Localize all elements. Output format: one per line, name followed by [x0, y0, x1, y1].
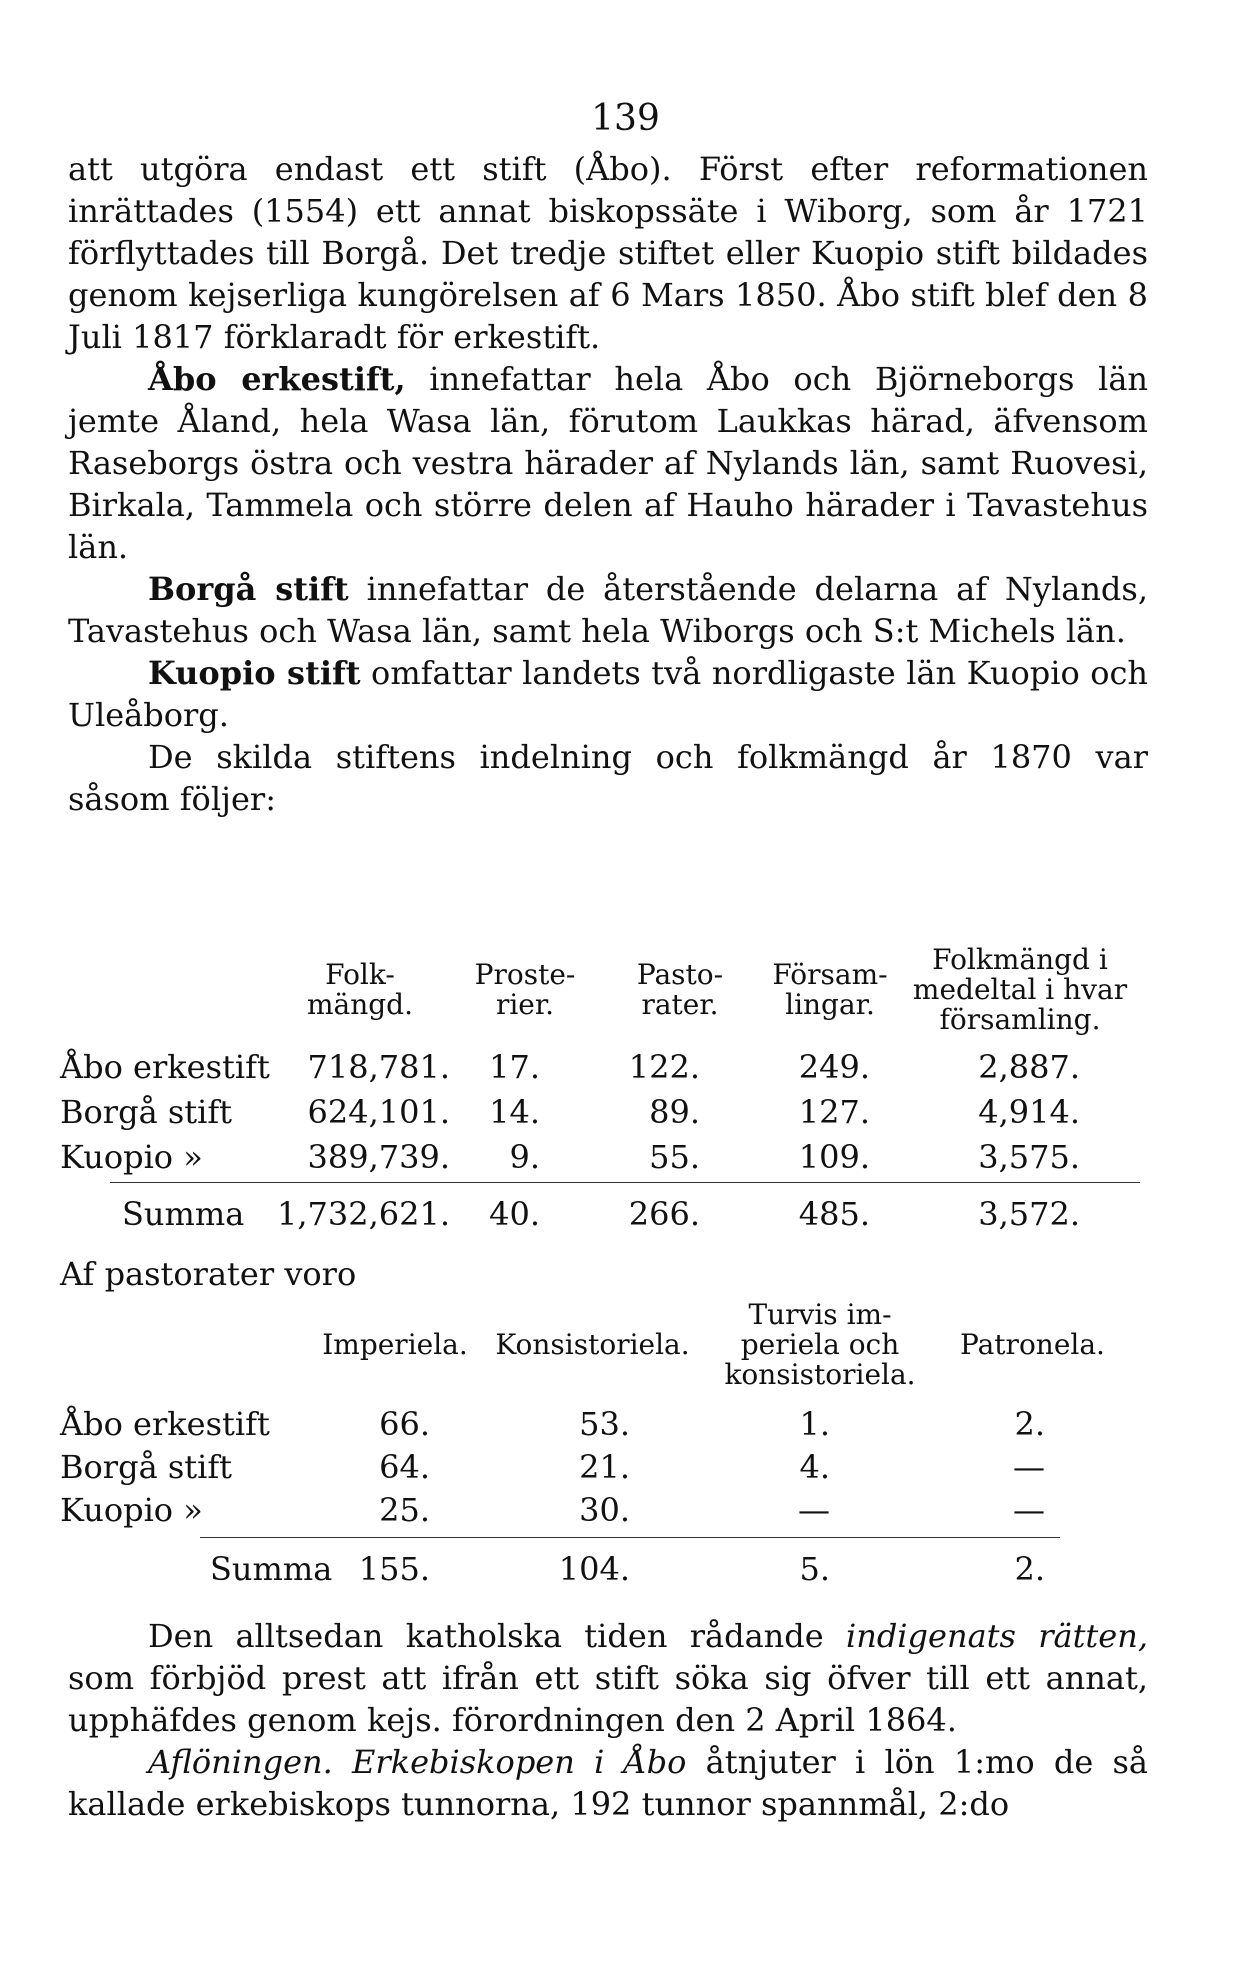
cell-kons: 30.	[579, 1491, 630, 1529]
col-header-turvis-line3: konsistoriela.	[724, 1358, 916, 1391]
row-name: Åbo erkestift	[60, 1405, 270, 1443]
paragraph-1: att utgöra endast ett stift (Åbo). Först efter reformationen inrättades (1554) ett annat biskopssäte i Wiborg, som år 1721 förflyttades till Borgå. Det tredje stiftet eller Kuopio stift bildades genom kejserliga kungörelsen af 6 Mars 1850. Åbo stift blef den 8 Juli 1817 förklaradt för erkestift.	[68, 150, 1148, 356]
col-header-past-line1: Pasto-	[636, 958, 724, 991]
col-header-med-line2: medeltal i hvar	[912, 973, 1128, 1006]
cell-imp: 64.	[379, 1448, 430, 1486]
sum-patr: 2.	[1014, 1550, 1045, 1588]
sum-fors: 485.	[798, 1195, 870, 1233]
col-header-medeltal	[910, 945, 1130, 1035]
col-header-fors-line2: lingar.	[785, 988, 875, 1021]
paragraph-indigenat-b: som förbjöd prest att ifrån ett stift söka sig öfver till ett annat, upphäfdes genom kejs. förordningen den 2 April 1864.	[68, 1659, 1148, 1739]
paragraph-borga-body: innefattar de återstående delarna af Nylands, Tavastehus och Wasa län, samt hela Wiborgs och S:t Michels län.	[68, 570, 1148, 650]
cell-prost: 9.	[509, 1138, 540, 1176]
cell-fors: 127.	[798, 1093, 870, 1131]
sum-imp: 155.	[358, 1550, 430, 1588]
term-indigenats-ratten: indigenats rätten,	[845, 1617, 1149, 1655]
cell-turv: 4.	[799, 1448, 830, 1486]
row-name: Åbo erkestift	[60, 1048, 270, 1086]
cell-folk: 389,739.	[307, 1138, 450, 1176]
cell-med: 3,575.	[978, 1138, 1080, 1176]
paragraph-afloningen	[68, 1741, 1148, 1825]
paragraph-table-intro: De skilda stiftens indelning och folkmängd år 1870 var såsom följer:	[68, 738, 1148, 818]
cell-fors: 109.	[798, 1138, 870, 1176]
col-header-med-line3: församling.	[939, 1003, 1101, 1036]
cell-past: 55.	[649, 1138, 700, 1176]
cell-folk: 718,781.	[307, 1048, 450, 1086]
col-header-turvis	[710, 1300, 930, 1390]
body-text-bottom	[68, 1615, 1148, 1825]
cell-fors: 249.	[798, 1048, 870, 1086]
page-number: 139	[591, 98, 660, 139]
col-header-patronela: Patronela.	[960, 1328, 1105, 1361]
sum-med: 3,572.	[978, 1195, 1080, 1233]
col-header-folk-line2: mängd.	[306, 988, 414, 1021]
cell-kons: 53.	[579, 1405, 630, 1443]
cell-past: 122.	[628, 1048, 700, 1086]
col-header-folk	[295, 960, 425, 1020]
sum-folk: 1,732,621.	[276, 1195, 450, 1233]
paragraph-abo-body: innefattar hela Åbo och Björneborgs län jemte Åland, hela Wasa län, förutom Laukkas härad, äfvensom Raseborgs östra och vestra härader af Nylands län, samt Ruovesi, Birkala, Tammela och större delen af Hauho härader i Tavastehus län.	[68, 360, 1149, 566]
cell-prost: 14.	[489, 1093, 540, 1131]
col-header-past-line2: rater.	[641, 988, 719, 1021]
col-header-fors-line1: Försam-	[772, 958, 888, 991]
sum-kons: 104.	[558, 1550, 630, 1588]
sum-label: Summa	[210, 1550, 333, 1588]
paragraph-kuopio-body: omfattar landets två nordligaste län Kuopio och Uleåborg.	[68, 654, 1149, 734]
cell-prost: 17.	[489, 1048, 540, 1086]
cell-patr: 2.	[1014, 1405, 1045, 1443]
cell-folk: 624,101.	[307, 1093, 450, 1131]
col-header-forsamlingar	[760, 960, 900, 1020]
table2-intro: Af pastorater voro	[60, 1255, 357, 1293]
cell-turv: —	[798, 1491, 830, 1529]
body-text-top	[68, 148, 1148, 820]
col-header-prost-line1: Proste-	[474, 958, 576, 991]
cell-med: 2,887.	[978, 1048, 1080, 1086]
cell-patr: —	[1013, 1448, 1045, 1486]
col-header-imperiela: Imperiela.	[322, 1328, 468, 1361]
paragraph-borga	[68, 568, 1148, 652]
sum-prost: 40.	[489, 1195, 540, 1233]
col-header-prost-line2: rier.	[495, 988, 555, 1021]
cell-turv: 1.	[799, 1405, 830, 1443]
col-header-prosterier	[460, 960, 590, 1020]
row-name: Borgå stift	[60, 1093, 233, 1131]
cell-imp: 66.	[379, 1405, 430, 1443]
sum-label: Summa	[122, 1195, 245, 1233]
sum-rule	[110, 1182, 1140, 1183]
sum-rule	[200, 1537, 1060, 1538]
col-header-konsistoriela: Konsistoriela.	[495, 1328, 690, 1361]
sum-turv: 5.	[799, 1550, 830, 1588]
col-header-pastorater	[615, 960, 745, 1020]
cell-imp: 25.	[379, 1491, 430, 1529]
col-header-turvis-line1: Turvis im-	[748, 1298, 892, 1331]
cell-patr: —	[1013, 1491, 1045, 1529]
col-header-turvis-line2: periela och	[740, 1328, 900, 1361]
sum-past: 266.	[628, 1195, 700, 1233]
heading-borga-stift: Borgå stift	[148, 570, 349, 608]
paragraph-abo	[68, 358, 1148, 568]
row-name: Kuopio »	[60, 1491, 203, 1529]
cell-kons: 21.	[579, 1448, 630, 1486]
col-header-folk-line1: Folk-	[325, 958, 395, 991]
paragraph-indigenat-a: Den alltsedan katholska tiden rådande	[148, 1617, 846, 1655]
cell-past: 89.	[649, 1093, 700, 1131]
paragraph-kuopio	[68, 652, 1148, 736]
row-name: Kuopio »	[60, 1138, 203, 1176]
col-header-med-line1: Folkmängd i	[932, 943, 1108, 976]
heading-abo-erkestift: Åbo erkestift,	[148, 360, 406, 398]
heading-kuopio-stift: Kuopio stift	[148, 654, 361, 692]
row-name: Borgå stift	[60, 1448, 233, 1486]
paragraph-indigenat	[68, 1615, 1148, 1741]
cell-med: 4,914.	[978, 1093, 1080, 1131]
heading-afloningen: Aflöningen. Erkebiskopen i Åbo	[148, 1743, 687, 1781]
paragraph-afloningen-body: åtnjuter i lön 1:mo de så kallade erkebiskops tunnorna, 192 tunnor spannmål, 2:do	[68, 1743, 1149, 1823]
